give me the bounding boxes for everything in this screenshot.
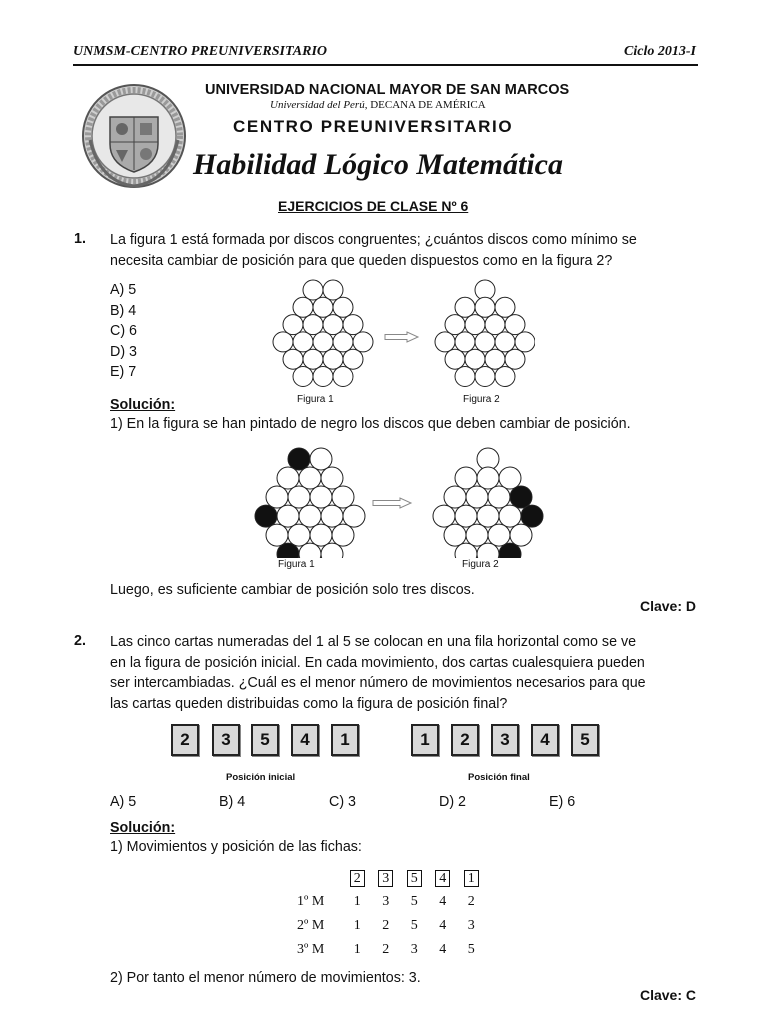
- disc: [288, 524, 310, 546]
- movements-table: [297, 866, 486, 962]
- table-row: [297, 938, 486, 962]
- disc: [477, 505, 499, 527]
- q1-option-c: C) 6: [110, 323, 138, 339]
- q1-fig2-caption: Figura 2: [463, 394, 500, 405]
- disc: [465, 349, 485, 369]
- table-header-cell: 5: [400, 866, 429, 890]
- q1-options: [110, 280, 137, 383]
- q2-solution-line-2: 2) Por tanto el menor número de movimientos: 3.: [110, 970, 421, 986]
- disc: [521, 505, 543, 527]
- university-subtitle-italic: Universidad del Perú: [270, 99, 365, 111]
- disc: [293, 297, 313, 317]
- q2-answer-key: Clave: C: [639, 987, 696, 1003]
- q2-option-a: A) 5: [110, 794, 137, 810]
- disc: [310, 448, 332, 470]
- disc: [455, 367, 475, 387]
- q1-answer-key: Clave: D: [639, 598, 696, 614]
- initial-card: 2: [171, 724, 199, 756]
- q2-option-b: B) 4: [219, 794, 246, 810]
- initial-card: 5: [251, 724, 279, 756]
- disc: [303, 315, 323, 335]
- disc: [505, 349, 525, 369]
- disc: [445, 315, 465, 335]
- disc: [333, 367, 353, 387]
- disc: [313, 297, 333, 317]
- q1-line-2: necesita cambiar de posición para que queden dispuestos como en la figura 2?: [110, 252, 613, 269]
- q1-conclusion: Luego, es suficiente cambiar de posición solo tres discos.: [110, 582, 475, 598]
- row-label: 2º M: [297, 918, 325, 933]
- final-card: 1: [411, 724, 439, 756]
- final-position-label: Posición final: [468, 772, 530, 783]
- disc: [466, 486, 488, 508]
- q1-number: 1.: [74, 231, 86, 247]
- disc: [499, 505, 521, 527]
- disc: [323, 349, 343, 369]
- q1-solution-disc-figures: [235, 443, 545, 558]
- disc: [488, 486, 510, 508]
- disc: [332, 524, 354, 546]
- disc: [323, 315, 343, 335]
- row-label: 3º M: [297, 942, 325, 957]
- table-cell: 5: [410, 894, 418, 909]
- disc: [455, 297, 475, 317]
- table-header-cell: 2: [343, 866, 372, 890]
- final-card: 5: [571, 724, 599, 756]
- q1-sol-fig2-caption: Figura 2: [462, 559, 499, 570]
- table-row: [297, 914, 486, 938]
- disc: [495, 297, 515, 317]
- initial-card: 1: [331, 724, 359, 756]
- disc: [303, 280, 323, 300]
- disc: [321, 505, 343, 527]
- disc: [266, 524, 288, 546]
- disc: [495, 367, 515, 387]
- course-title: Habilidad Lógico Matemática: [193, 148, 563, 181]
- disc: [321, 467, 343, 489]
- disc: [477, 467, 499, 489]
- disc: [266, 486, 288, 508]
- q1-sol-fig1-caption: Figura 1: [278, 559, 315, 570]
- disc: [435, 332, 455, 352]
- q1-option-b: B) 4: [110, 302, 137, 319]
- disc: [333, 297, 353, 317]
- q2-line-4: las cartas queden distribuidas como la figura de posición final?: [110, 695, 508, 712]
- table-header-row: [297, 866, 486, 890]
- disc: [288, 486, 310, 508]
- q1-option-a: A) 5: [110, 282, 137, 298]
- disc: [343, 349, 363, 369]
- arrow-icon: [385, 332, 418, 342]
- table-row: [297, 890, 486, 914]
- table-cell: 3: [382, 894, 390, 909]
- disc: [313, 332, 333, 352]
- disc: [488, 524, 510, 546]
- disc: [303, 349, 323, 369]
- disc: [333, 332, 353, 352]
- final-card: 2: [451, 724, 479, 756]
- table-cell: 3: [467, 918, 475, 933]
- q2-solution-line-1: 1) Movimientos y posición de las fichas:: [110, 839, 362, 855]
- disc: [455, 332, 475, 352]
- disc: [299, 467, 321, 489]
- disc: [283, 315, 303, 335]
- disc: [343, 315, 363, 335]
- disc: [499, 467, 521, 489]
- disc: [455, 467, 477, 489]
- table-cell: 2: [467, 894, 475, 909]
- center-name: CENTRO PREUNIVERSITARIO: [233, 117, 514, 136]
- arrow-icon: [373, 498, 411, 508]
- university-name: UNIVERSIDAD NACIONAL MAYOR DE SAN MARCOS: [205, 82, 570, 98]
- q1-line-1: La figura 1 está formada por discos congruentes; ¿cuántos discos como mínimo se: [110, 232, 637, 248]
- table-header-cell: 3: [372, 866, 401, 890]
- q2-option-d: D) 2: [439, 794, 467, 810]
- header-rule: [73, 64, 698, 66]
- q2-option-c: C) 3: [329, 794, 357, 810]
- table-cell: 1: [353, 894, 361, 909]
- university-subtitle-rest: , DECANA DE AMÉRICA: [364, 99, 486, 111]
- table-header-cell: 1: [457, 866, 486, 890]
- q2-statement: [110, 632, 700, 714]
- q2-line-1: Las cinco cartas numeradas del 1 al 5 se colocan en una fila horizontal como se ve: [110, 634, 637, 650]
- table-cell: 2: [382, 942, 390, 957]
- q1-solution-label: Solución:: [110, 397, 176, 413]
- table-cell: 4: [439, 894, 447, 909]
- disc: [323, 280, 343, 300]
- university-subtitle: [270, 99, 486, 111]
- disc: [444, 524, 466, 546]
- disc: [255, 505, 277, 527]
- disc: [485, 349, 505, 369]
- disc: [505, 315, 525, 335]
- table-cell: 4: [439, 918, 447, 933]
- disc: [510, 486, 532, 508]
- disc: [288, 448, 310, 470]
- table-corner: [297, 866, 343, 890]
- running-header-right: Ciclo 2013-I: [624, 44, 696, 59]
- disc: [283, 349, 303, 369]
- q2-line-2: en la figura de posición inicial. En cada movimiento, dos cartas cualesquiera pueden: [110, 654, 645, 671]
- disc: [515, 332, 535, 352]
- initial-card: 3: [212, 724, 240, 756]
- table-cell: 4: [439, 942, 447, 957]
- disc: [332, 486, 354, 508]
- q1-fig1-caption: Figura 1: [297, 394, 334, 405]
- q2-option-e: E) 6: [549, 794, 576, 810]
- table-cell: 1: [353, 942, 361, 957]
- table-header-cell: 4: [429, 866, 458, 890]
- disc: [475, 297, 495, 317]
- disc: [277, 467, 299, 489]
- disc: [299, 505, 321, 527]
- disc: [485, 315, 505, 335]
- disc: [293, 332, 313, 352]
- disc: [455, 505, 477, 527]
- q1-solution-line: 1) En la figura se han pintado de negro los discos que deben cambiar de posición.: [110, 416, 631, 432]
- disc: [293, 367, 313, 387]
- initial-position-label: Posición inicial: [226, 772, 296, 783]
- disc: [277, 505, 299, 527]
- row-label: 1º M: [297, 894, 325, 909]
- disc: [445, 349, 465, 369]
- disc: [466, 524, 488, 546]
- disc: [475, 367, 495, 387]
- q1-statement: [110, 230, 700, 271]
- disc: [465, 315, 485, 335]
- university-seal-logo: [80, 82, 188, 190]
- table-cell: 1: [353, 918, 361, 933]
- q1-option-d: D) 3: [110, 343, 138, 360]
- disc: [510, 524, 532, 546]
- disc: [444, 486, 466, 508]
- q2-solution-label: Solución:: [110, 820, 176, 836]
- q2-number: 2.: [74, 633, 86, 649]
- final-card: 4: [531, 724, 559, 756]
- disc: [273, 332, 293, 352]
- final-card: 3: [491, 724, 519, 756]
- table-cell: 2: [382, 918, 390, 933]
- disc: [310, 486, 332, 508]
- running-header-left: UNMSM-CENTRO PREUNIVERSITARIO: [73, 44, 328, 59]
- table-cell: 3: [410, 942, 418, 957]
- disc: [353, 332, 373, 352]
- disc: [433, 505, 455, 527]
- disc: [475, 332, 495, 352]
- q2-line-3: ser intercambiadas. ¿Cuál es el menor número de movimientos necesarios para que: [110, 675, 646, 691]
- q1-option-e: E) 7: [110, 364, 137, 380]
- initial-card: 4: [291, 724, 319, 756]
- disc: [343, 505, 365, 527]
- table-cell: 5: [467, 942, 475, 957]
- table-cell: 5: [410, 918, 418, 933]
- disc: [495, 332, 515, 352]
- disc: [310, 524, 332, 546]
- disc: [313, 367, 333, 387]
- q1-disc-figures: [255, 275, 535, 390]
- section-title: EJERCICIOS DE CLASE Nº 6: [278, 198, 469, 214]
